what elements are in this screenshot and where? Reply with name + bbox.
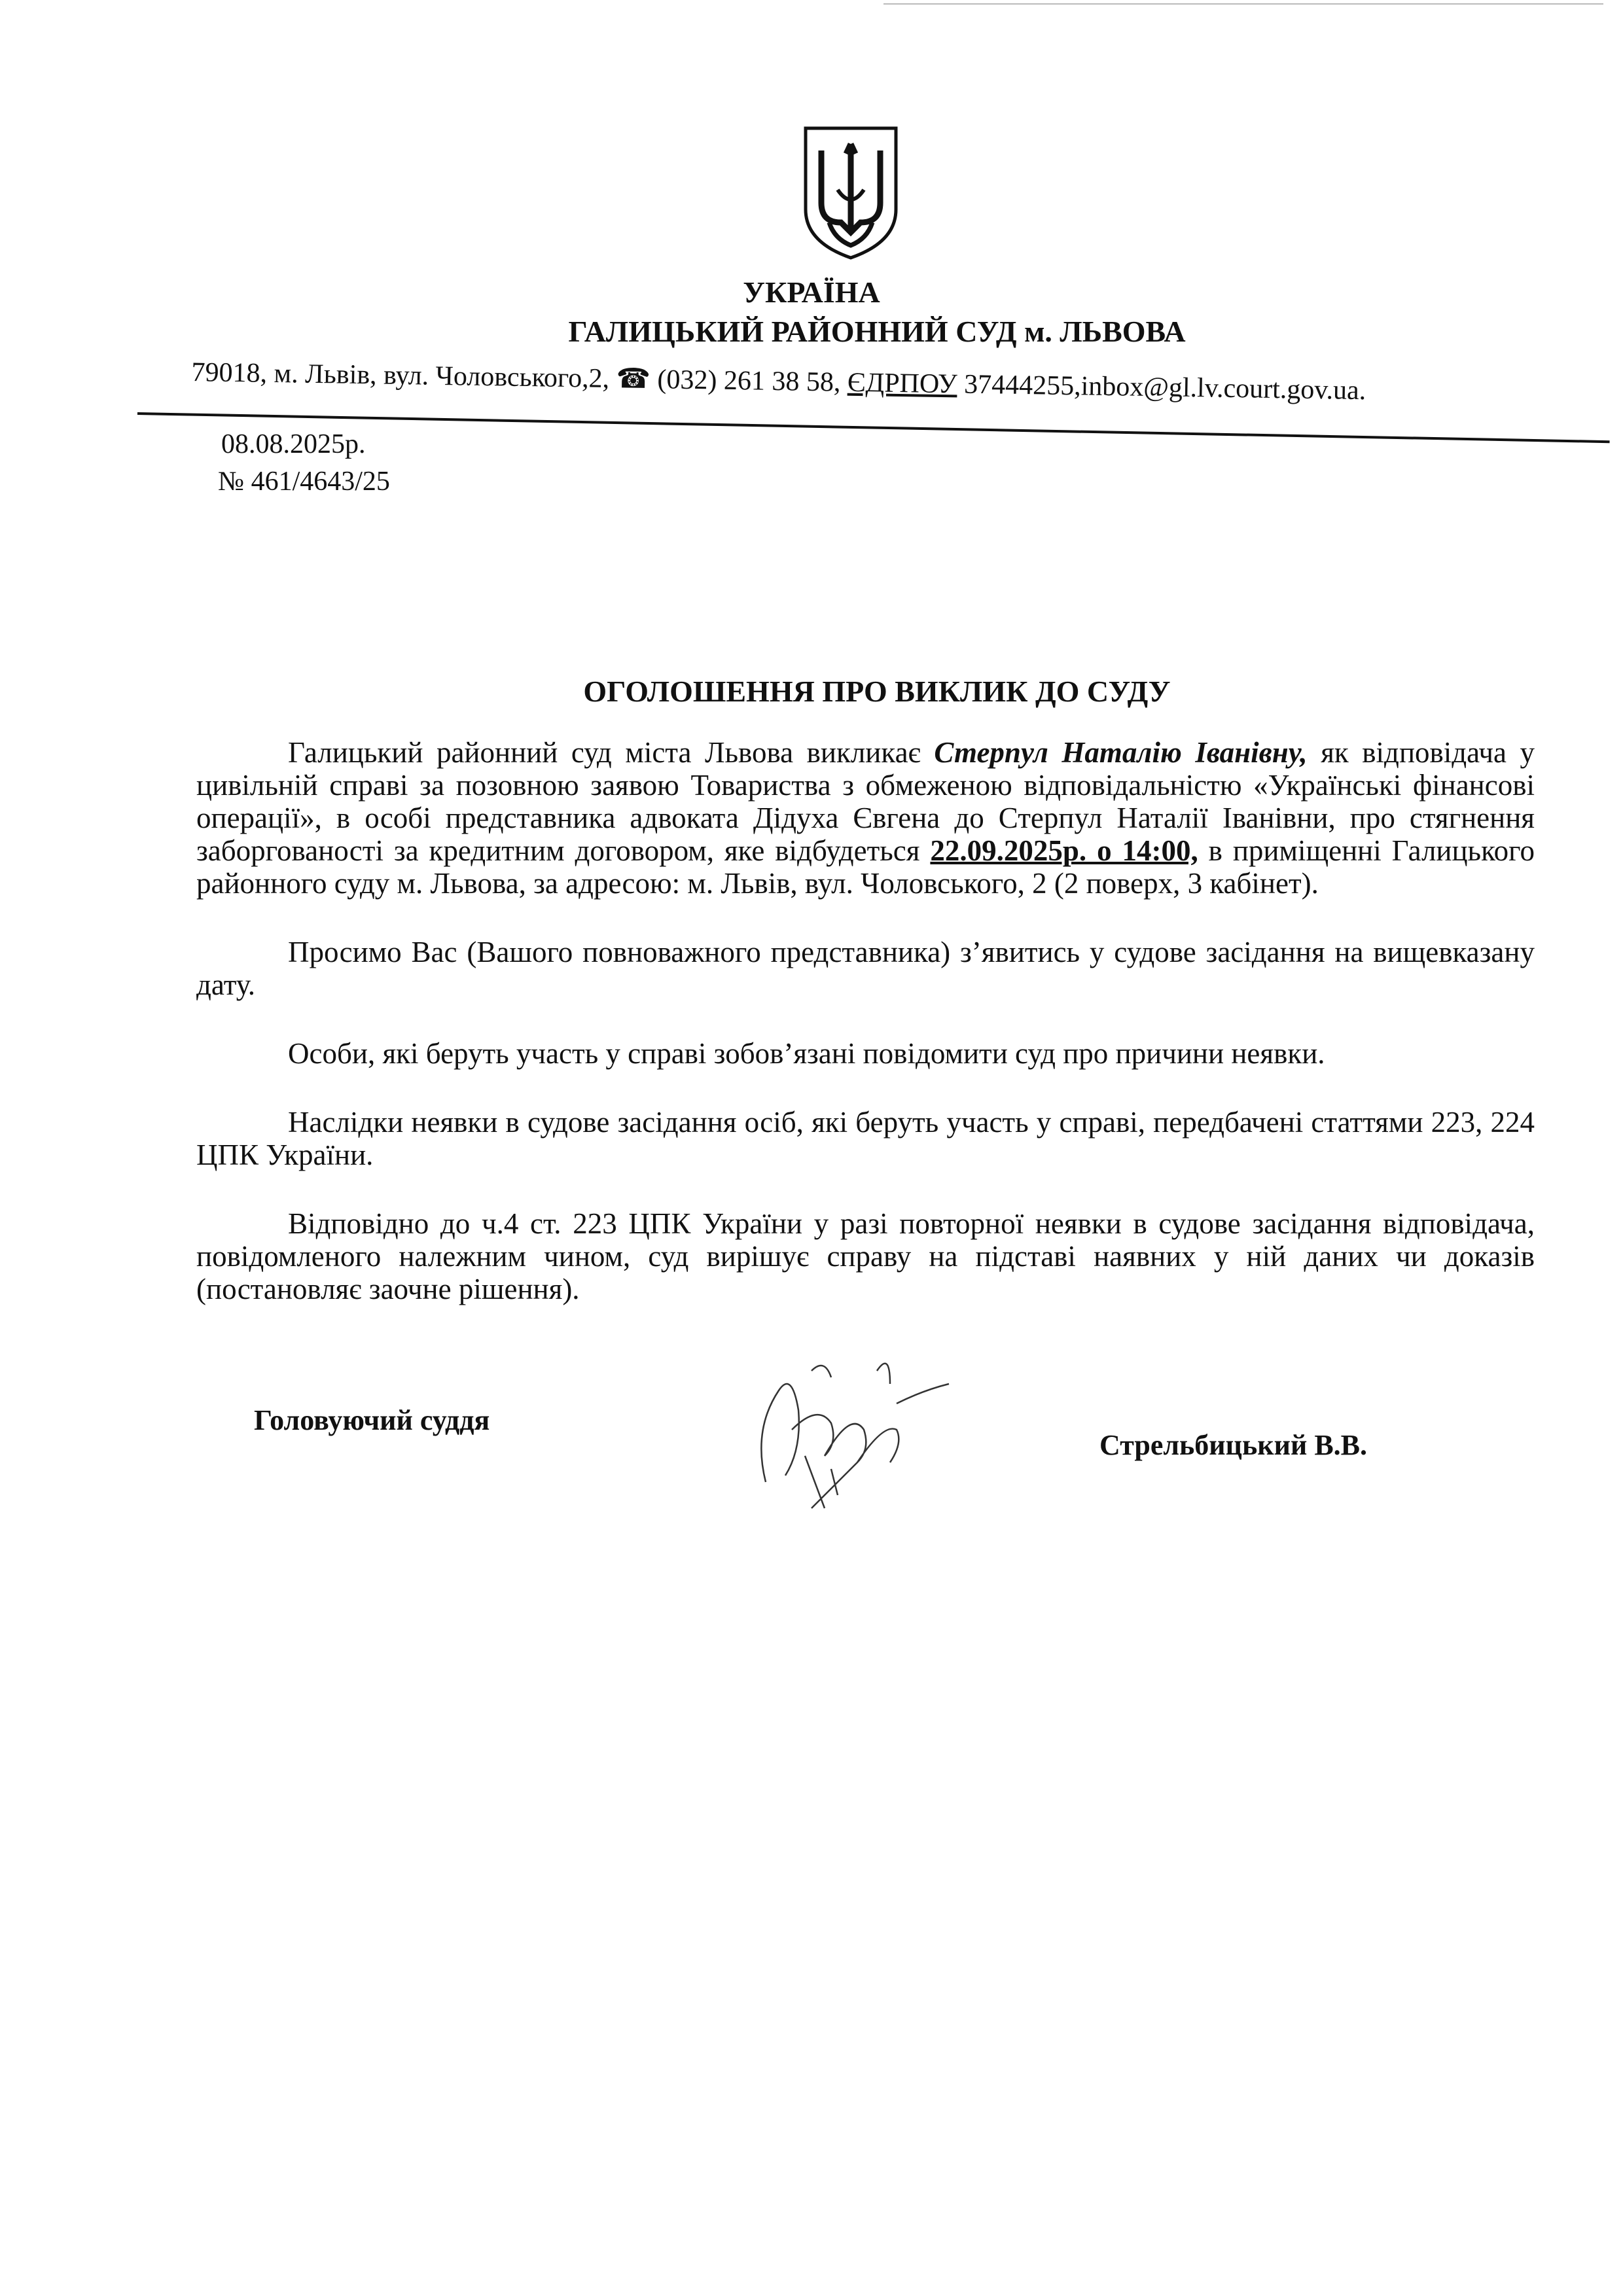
court-address: [191, 357, 1366, 406]
p1-text-a: Галицький районний суд міста Львова викликає: [288, 736, 935, 769]
paragraph-summons: [196, 736, 1535, 900]
document-number: № 461/4643/25: [218, 467, 390, 497]
scan-artifact-line: [883, 3, 1603, 5]
paragraph-obligation: Особи, які беруть участь у справі зобов’язані повідомити суд про причини неявки.: [288, 1037, 1325, 1070]
hearing-date: 22.09.2025р. о 14:00,: [930, 834, 1198, 867]
p1-text-b: як відповідача у цивільній справі за позовною заявою Товариства з обмеженою відповідальністю «Українські фінансові операції», в особі представника адвоката Дідуха Євгена до Стерпул Наталії Іванівни, про стягнення заборгованості за кредитним договором, яке відбудеться: [196, 736, 1535, 867]
signature-block: [196, 1377, 1535, 1574]
edrpou-label: ЄДРПОУ: [847, 367, 958, 400]
trident-icon: [802, 124, 900, 262]
document-body: [196, 736, 1535, 1574]
document-date: 08.08.2025р.: [221, 429, 366, 459]
handwritten-signature: [726, 1332, 975, 1528]
judge-role: Головуючий суддя: [254, 1404, 490, 1436]
paragraph-absentia: Відповідно до ч.4 ст. 223 ЦПК України у разі повторної неявки в судове засідання відповідача, повідомленого належним чином, суд вирішує справу на підставі наявних у ній даних чи доказів (постановляє заочне рішення).: [196, 1207, 1535, 1305]
defendant-name: Стерпул Наталію Іванівну,: [934, 736, 1308, 769]
edrpou-email: 37444255,inbox@gl.lv.court.gov.ua.: [963, 369, 1366, 406]
p1-text-c: в приміщенні Галицького районного суду м. Львова, за адресою: м. Львів, вул. Чоловського, 2 (2 поверх, 3 кабінет).: [196, 834, 1535, 900]
document-title: ОГОЛОШЕННЯ ПРО ВИКЛИК ДО СУДУ: [583, 675, 1171, 708]
court-name: ГАЛИЦЬКИЙ РАЙОННИЙ СУД м. ЛЬВОВА: [568, 315, 1186, 348]
judge-name: Стрельбицький В.В.: [1099, 1429, 1368, 1461]
paragraph-consequences: Наслідки неявки в судове засідання осіб, які беруть участь у справі, передбачені статтями 223, 224 ЦПК України.: [196, 1106, 1535, 1171]
phone-icon: ☎: [616, 364, 651, 395]
paragraph-request: Просимо Вас (Вашого повноважного представника) з’явитись у судове засідання на вищевказану дату.: [196, 936, 1535, 1001]
country-heading: УКРАЇНА: [743, 275, 880, 309]
phone-number: (032) 261 38 58,: [657, 364, 841, 398]
address-text: 79018, м. Львів, вул. Чоловського,2,: [191, 357, 610, 395]
